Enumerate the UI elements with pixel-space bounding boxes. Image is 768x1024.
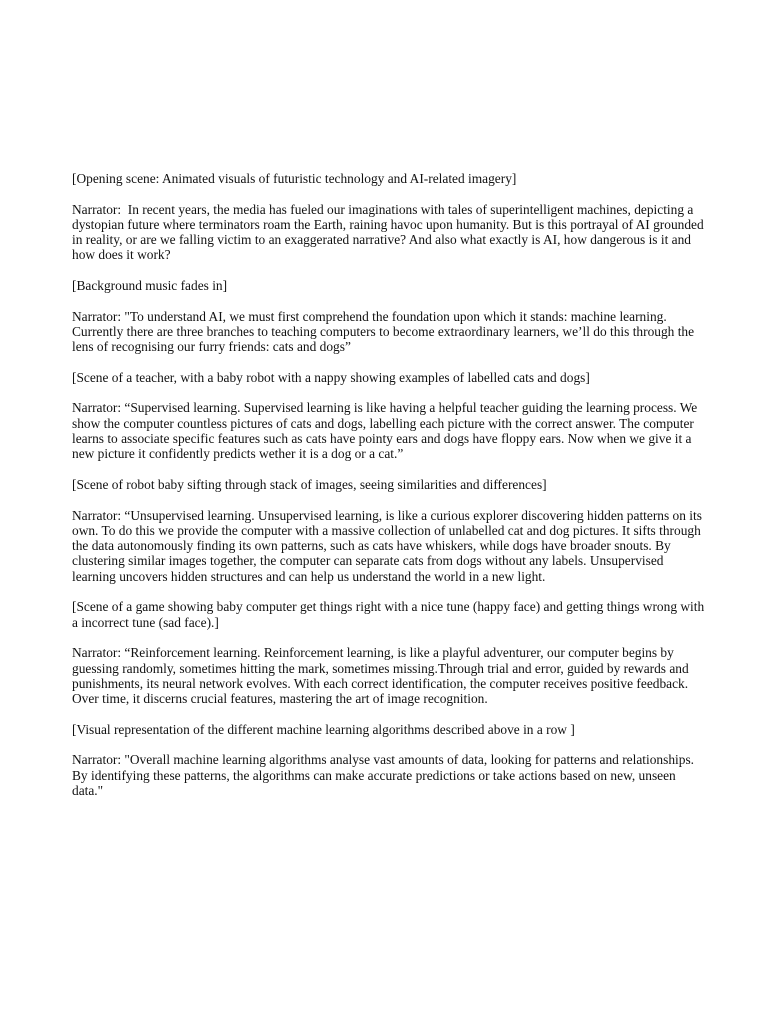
narration-supervised-learning: Narrator: “Supervised learning. Supervised learning is like having a helpful teacher guiding the learning process. We show the computer countless pictures of cats and dogs, labelling each picture with the correct answer. The computer learns to associate specific features such as cats have pointy ears and dogs have floppy ears. Now when we give it a new picture it confidently predicts wether it is a dog or a cat.” <box>72 400 701 462</box>
stage-direction-game-scene: [Scene of a game showing baby computer get things right with a nice tune (happy face) and getting things wrong with a incorrect tune (sad face).] <box>72 599 708 630</box>
narration-unsupervised-learning: Narrator: “Unsupervised learning. Unsupervised learning, is like a curious explorer discovering hidden patterns on its own. To do this we provide the computer with a massive collection of unlabelled cat and dog pictures. It sifts through the data autonomously finding its own patterns, such as cats have whiskers, while dogs have broader snouts. By clustering similar images together, the computer can separate cats from dogs without any labels. Unsupervised learning uncovers hidden structures and can help us understand the world in a new light. <box>72 507 706 584</box>
stage-direction-visual-representation: [Visual representation of the different machine learning algorithms described above in a row ] <box>72 721 575 737</box>
stage-direction-opening-scene: [Opening scene: Animated visuals of futuristic technology and AI-related imagery] <box>72 171 517 186</box>
narration-reinforcement-learning: Narrator: “Reinforcement learning. Reinforcement learning, is like a playful adventurer, our computer begins by guessing randomly, sometimes hitting the mark, sometimes missing.Through trial and error, guided by rewards and punishments, its neural network evolves. With each correct identification, the computer receives positive feedback. Over time, it discerns crucial features, mastering the art of image recognition. <box>72 645 693 707</box>
narration-machine-learning-foundation: Narrator: "To understand AI, we must first comprehend the foundation upon which it stands: machine learning. Currently there are three branches to teaching computers to become extraordinary learners, we’ll do this through the lens of recognising our furry friends: cats and dogs” <box>72 308 698 355</box>
stage-direction-sifting-scene: [Scene of robot baby sifting through stack of images, seeing similarities and differences] <box>72 476 547 492</box>
stage-direction-background-music: [Background music fades in] <box>72 278 228 294</box>
narration-conclusion: Narrator: "Overall machine learning algorithms analyse vast amounts of data, looking for patterns and relationships. By identifying these patterns, the algorithms can make accurate predictions or take actions based on new, unseen data." <box>72 752 698 798</box>
stage-direction-teacher-scene: [Scene of a teacher, with a baby robot with a nappy showing examples of labelled cats and dogs] <box>72 369 590 385</box>
narration-introduction: Narrator: In recent years, the media has fueled our imaginations with tales of superintelligent machines, depicting a dystopian future where terminators roam the Earth, raining havoc upon humanity. But is this portrayal of AI grounded in reality, or are we falling victim to an exaggerated narrative? And also what exactly is AI, how dangerous is it and how does it work? <box>72 201 708 263</box>
document-page <box>72 171 708 813</box>
